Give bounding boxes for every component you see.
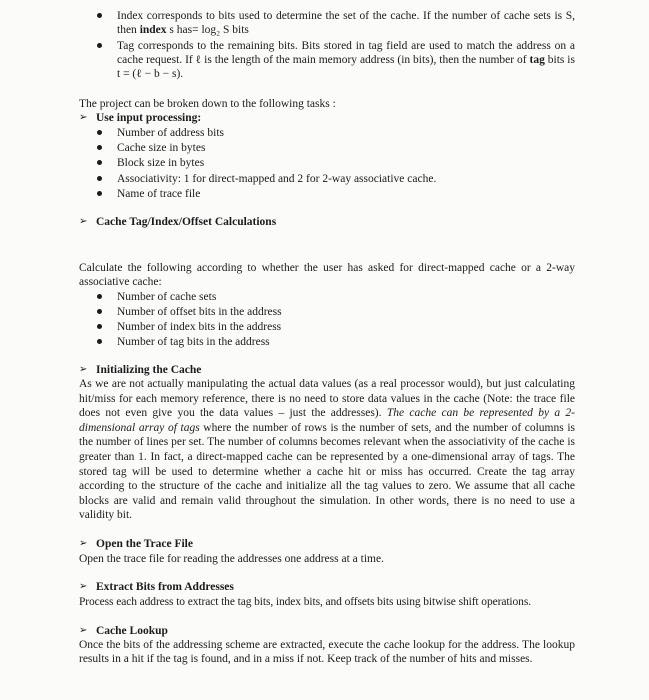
section-init-paragraph: As we are not actually manipulating the actual data values (as a real processor would), but just calculating hit/miss for each memory reference, there is no need to store data values in the cache (Note: the trace file does not even give you the data values – just the addresses). The cache can be represented by a 2-dimensional array of tags where the number of rows is the number of sets, and the number of columns is the number of lines per set. The number of columns becomes relevant when the associativity of the cache is greater than 1. In fact, a direct-mapped cache can be represented by a one-dimensional array of tags. The stored tag will be used to determine whether a cache hit or miss has occurred. Create the tag array according to the structure of the cache and initialize all the tag values to zero. We assume that all cache blocks are valid and remain valid throughout the simulation. In other words, there is no need to use a validity bit.	[79, 378, 575, 522]
bullet-text: Tag corresponds to the remaining bits. Bits stored in tag field are used to match the address on a cache request. If ℓ is the length of the main memory address (in bits), then the number of tag bits is t = (ℓ − b − s).	[117, 40, 575, 81]
section-title: Cache Lookup	[96, 625, 168, 637]
section-lookup-paragraph: Once the bits of the addressing scheme are extracted, execute the cache lookup for the address. The lookup results in a hit if the tag is found, and in a miss if not. Keep track of the number of hits and misses.	[79, 639, 575, 666]
section-open-paragraph: Open the trace file for reading the addresses one address at a time.	[79, 553, 384, 565]
section-title: Cache Tag/Index/Offset Calculations	[96, 216, 277, 228]
section-calc-paragraph: Calculate the following according to whether the user has asked for direct-mapped cache or a 2-way associative cache:	[79, 262, 575, 289]
arrow-bullet-icon: ➢	[79, 216, 88, 227]
arrow-bullet-icon: ➢	[79, 581, 88, 592]
section-title: Extract Bits from Addresses	[96, 581, 234, 593]
bullet-dot	[97, 309, 102, 314]
bullet-dot	[97, 130, 102, 135]
bullet-dot	[97, 43, 102, 48]
arrow-bullet-icon: ➢	[79, 364, 88, 375]
bullet-dot	[97, 339, 102, 344]
section-extract-paragraph: Process each address to extract the tag bits, index bits, and offsets bits using bitwise shift operations.	[79, 596, 531, 608]
bullet-dot	[97, 13, 102, 18]
section-title: Open the Trace File	[96, 538, 193, 550]
arrow-bullet-icon: ➢	[79, 538, 88, 549]
bullet-text: Index corresponds to bits used to determine the set of the cache. If the number of cache sets is S, then index s has= log₂ S bits	[117, 10, 575, 37]
bullet-dot	[97, 191, 102, 196]
bullet-dot	[97, 294, 102, 299]
bullet-dot	[97, 176, 102, 181]
section-title: Use input processing:	[96, 112, 202, 124]
document-page: Index corresponds to bits used to determine the set of the cache. If the number of cache sets is S, then index s has= log₂ S bits Tag corresponds to the remaining bits. Bits stored in tag field are used to match the address on a cache request. If ℓ is the length of the main memory address (in bits), then the number of tag bits is t = (ℓ − b − s). The project can be broken down to the following tasks : ➢ Use input processing: Number of address bits Cache size in bytes Block size in bytes Associativity: 1 for direct-mapped and 2 for 2-way associative cache. Name of trace file ➢ Cache Tag/Index/Offset Calculations Calculate the following according to whether the user has asked for direct-mapped cache or a 2-way associative cache: Number of cache sets Number of offset bits in the address Number of index bits in the address Number of tag bits in the address ➢ Initializing the Cache As we are not actually manipulating the actual data values (as a real processor would), but just calculating hit/miss for each memory reference, there is no need to store data values in the cache (Note: the trace file does not even give you the data values – just the addresses). The cache can be represented by a 2-dimensional array of tags where the number of rows is the number of sets, and the number of columns is the number of lines per set. The number of columns becomes relevant when the associativity of the cache is greater than 1. In fact, a direct-mapped cache can be represented by a one-dimensional array of tags. The stored tag will be used to determine whether a cache hit or miss has occurred. Create the tag array according to the structure of the cache and initialize all the tag values to zero. We assume that all cache blocks are valid and remain valid throughout the simulation. In other words, there is no need to use a validity bit. ➢ Open the Trace File Open the trace file for reading the addresses one address at a time. ➢ Extract Bits from Addresses Process each address to extract the tag bits, index bits, and offsets bits using bitwise shift operations. ➢ Cache Lookup Once the bits of the addressing scheme are extracted, execute the cache lookup for the address. The lookup results in a hit if the tag is found, and in a miss if not. Keep track of the number of hits and misses.	[79, 10, 575, 666]
bullet-dot	[97, 145, 102, 150]
bullet-dot	[97, 324, 102, 329]
section-title: Initializing the Cache	[96, 364, 202, 376]
bullet-dot	[97, 160, 102, 165]
intro-text: The project can be broken down to the following tasks :	[79, 98, 336, 110]
arrow-bullet-icon: ➢	[79, 625, 88, 636]
arrow-bullet-icon: ➢	[79, 112, 88, 123]
